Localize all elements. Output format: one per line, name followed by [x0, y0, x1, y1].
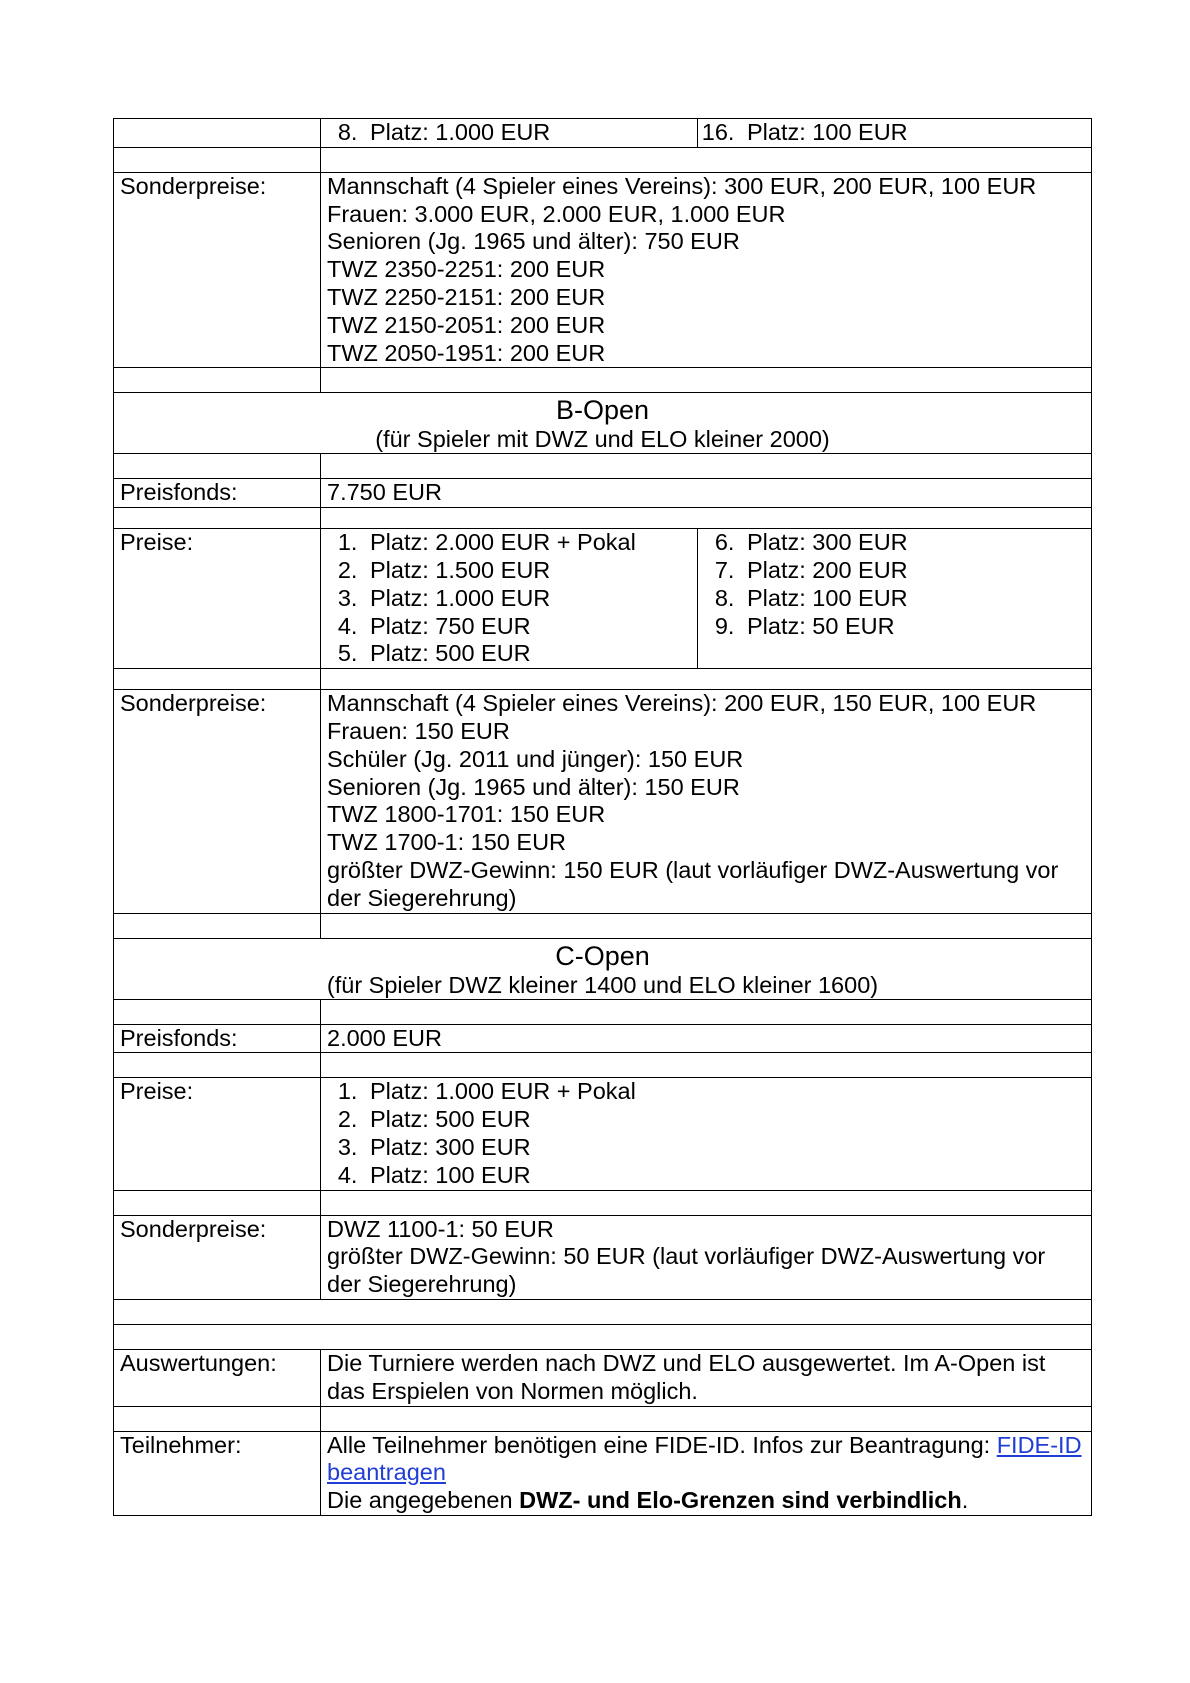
- a-open-special-line: TWZ 2150-2051: 200 EUR: [327, 311, 606, 338]
- a-open-special-line: Mannschaft (4 Spieler eines Vereins): 300 EUR, 200 EUR, 100 EUR: [327, 172, 1037, 199]
- prize-table: [113, 118, 1092, 1516]
- spacer-row: [114, 1190, 1092, 1215]
- a-open-special-line: Frauen: 3.000 EUR, 2.000 EUR, 1.000 EUR: [327, 200, 786, 227]
- spacer-row: [114, 508, 1092, 529]
- c-open-header-row: [114, 938, 1092, 999]
- a-open-place-8: 8. Platz: 1.000 EUR: [364, 119, 691, 147]
- c-open-fund-row: [114, 1024, 1092, 1053]
- spacer-row: [114, 1299, 1092, 1324]
- c-open-special-row: [114, 1215, 1092, 1299]
- c-open-special-line: DWZ 1100-1: 50 EUR: [327, 1215, 554, 1242]
- spacer-row: [114, 669, 1092, 690]
- participants-line2: Die angegebenen: [327, 1487, 520, 1514]
- spacer-row: [114, 1406, 1092, 1431]
- b-open-special-line: Mannschaft (4 Spieler eines Vereins): 200 EUR, 150 EUR, 100 EUR: [327, 690, 1037, 717]
- b-open-fund-value: 7.750 EUR: [321, 479, 1092, 508]
- spacer-row: [114, 1324, 1092, 1349]
- evaluation-row: [114, 1349, 1092, 1406]
- prize-item: 9. Platz: 50 EUR: [741, 613, 1085, 641]
- participants-line2-end: .: [961, 1487, 969, 1514]
- a-open-place-16: 16. Platz: 100 EUR: [741, 119, 1085, 147]
- spacer-row: [114, 454, 1092, 479]
- a-open-special-list: [321, 172, 1092, 368]
- prize-item: 1. Platz: 2.000 EUR + Pokal: [364, 529, 691, 557]
- b-open-prizes-left: [327, 529, 691, 668]
- c-open-prizes: [327, 1078, 1085, 1189]
- fide-id-link[interactable]: FIDE-ID beantragen: [327, 1431, 1082, 1486]
- b-open-special-line: Frauen: 150 EUR: [327, 717, 510, 744]
- b-open-special-row: [114, 690, 1092, 913]
- b-open-special-list: [321, 690, 1092, 913]
- b-open-special-line: Senioren (Jg. 1965 und älter): 150 EUR: [327, 773, 740, 800]
- c-open-fund-label: Preisfonds:: [114, 1024, 321, 1053]
- prize-item: 5. Platz: 500 EUR: [364, 640, 691, 668]
- b-open-title: B-Open: [555, 395, 650, 426]
- prize-item: 4. Platz: 750 EUR: [364, 613, 691, 641]
- a-open-special-line: TWZ 2050-1951: 200 EUR: [327, 339, 606, 366]
- prize-item: 1. Platz: 1.000 EUR + Pokal: [364, 1078, 1085, 1106]
- c-open-special-label: Sonderpreise:: [114, 1215, 321, 1299]
- spacer-row: [114, 999, 1092, 1024]
- spacer-row: [114, 147, 1092, 172]
- participants-line2-bold: DWZ- und Elo-Grenzen sind verbindlich: [519, 1487, 962, 1514]
- prize-item: 3. Platz: 300 EUR: [364, 1134, 1085, 1162]
- b-open-special-line: TWZ 1700-1: 150 EUR: [327, 829, 567, 856]
- prize-item: 6. Platz: 300 EUR: [741, 529, 1085, 557]
- c-open-prizes-row: [114, 1078, 1092, 1190]
- prize-item: 7. Platz: 200 EUR: [741, 557, 1085, 585]
- participants-intro: Alle Teilnehmer benötigen eine FIDE-ID. Infos zur Beantragung:: [327, 1431, 997, 1458]
- prize-item: 4. Platz: 100 EUR: [364, 1162, 1085, 1190]
- b-open-special-line: TWZ 1800-1701: 150 EUR: [327, 801, 606, 828]
- spacer-row: [114, 913, 1092, 938]
- prize-item: 2. Platz: 500 EUR: [364, 1106, 1085, 1134]
- b-open-header-row: [114, 393, 1092, 454]
- spacer-row: [114, 368, 1092, 393]
- b-open-prizes-right: [704, 529, 1085, 640]
- b-open-special-line: Schüler (Jg. 2011 und jünger): 150 EUR: [327, 745, 744, 772]
- b-open-subtitle: (für Spieler mit DWZ und ELO kleiner 2000): [375, 426, 830, 453]
- c-open-title: C-Open: [555, 940, 650, 971]
- c-open-special-line: größter DWZ-Gewinn: 50 EUR (laut vorläufiger DWZ-Auswertung vor der Siegerehrung): [327, 1243, 1046, 1298]
- b-open-prizes-label: Preise:: [114, 529, 321, 669]
- prize-item: 3. Platz: 1.000 EUR: [364, 585, 691, 613]
- a-open-special-line: Senioren (Jg. 1965 und älter): 750 EUR: [327, 228, 740, 255]
- b-open-prizes-row: [114, 529, 1092, 669]
- participants-text: [321, 1431, 1092, 1515]
- c-open-special-list: [321, 1215, 1092, 1299]
- spacer-row: [114, 1053, 1092, 1078]
- participants-label: Teilnehmer:: [114, 1431, 321, 1515]
- prize-item: 8. Platz: 100 EUR: [741, 585, 1085, 613]
- a-open-special-label: Sonderpreise:: [114, 172, 321, 368]
- a-open-special-row: [114, 172, 1092, 368]
- c-open-fund-value: 2.000 EUR: [321, 1024, 1092, 1053]
- a-open-places-row: [114, 119, 1092, 148]
- b-open-special-line: größter DWZ-Gewinn: 150 EUR (laut vorläufiger DWZ-Auswertung vor der Siegerehrung): [327, 856, 1059, 911]
- a-open-special-line: TWZ 2350-2251: 200 EUR: [327, 256, 606, 283]
- b-open-fund-label: Preisfonds:: [114, 479, 321, 508]
- evaluation-label: Auswertungen:: [114, 1349, 321, 1406]
- c-open-prizes-label: Preise:: [114, 1078, 321, 1190]
- b-open-special-label: Sonderpreise:: [114, 690, 321, 913]
- evaluation-text: Die Turniere werden nach DWZ und ELO ausgewertet. Im A-Open ist das Erspielen von Normen möglich.: [321, 1349, 1092, 1406]
- b-open-fund-row: [114, 479, 1092, 508]
- prize-item: 2. Platz: 1.500 EUR: [364, 557, 691, 585]
- participants-row: [114, 1431, 1092, 1515]
- c-open-subtitle: (für Spieler DWZ kleiner 1400 und ELO kleiner 1600): [326, 971, 879, 998]
- a-open-special-line: TWZ 2250-2151: 200 EUR: [327, 283, 606, 310]
